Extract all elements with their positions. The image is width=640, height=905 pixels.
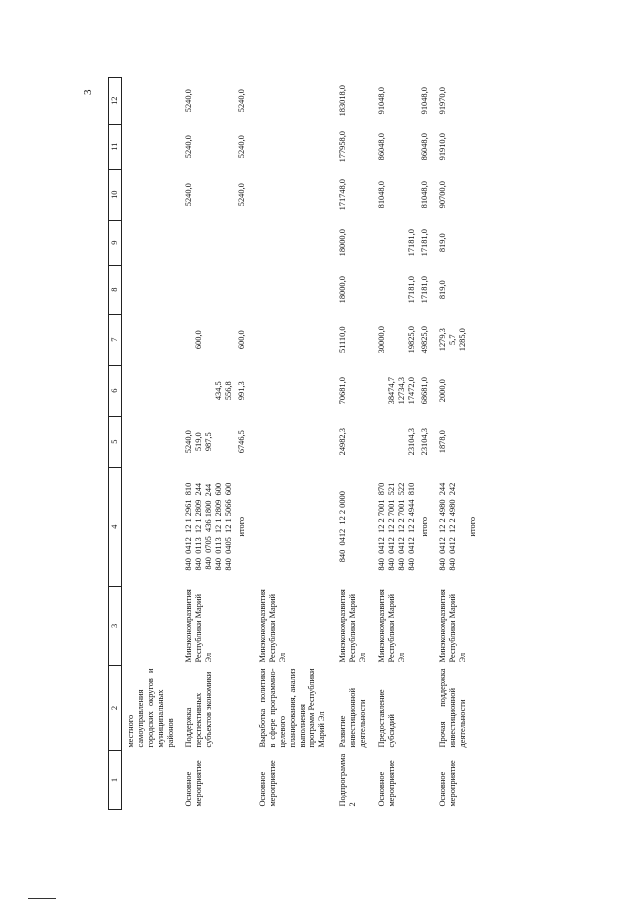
- amount-value: [224, 317, 234, 362]
- budget-code: 840 0412 12 2 7001 521: [386, 482, 396, 571]
- row-type-cell: Основное мероприятие: [376, 760, 396, 807]
- budget-code: 840 0412 12 2 7001 870: [376, 482, 386, 571]
- page-number: 3: [82, 89, 94, 95]
- executor-cell: Минэкономразвития Республики Марий Эл: [257, 589, 287, 663]
- amount-value: 90700,0: [438, 181, 448, 209]
- amount-cell: [369, 220, 418, 265]
- amount-cell: [418, 365, 431, 416]
- row-type-cell: [418, 751, 431, 810]
- table-row: [121, 77, 176, 809]
- amount-cell: [176, 265, 235, 314]
- amount-cell: [121, 314, 176, 365]
- amount-value: 86048,0: [376, 133, 386, 161]
- budget-code: 840 0412 12 2 4980 242: [448, 482, 458, 571]
- amount-value: [397, 268, 407, 311]
- budget-code: 840 0412 12 2 4944 810: [406, 482, 416, 571]
- amount-cell: [121, 169, 176, 220]
- col-header: 2: [109, 666, 122, 751]
- amount-value: 18000,0: [338, 276, 348, 304]
- amount-value: [387, 419, 397, 464]
- amount-cell: [430, 416, 479, 467]
- executor-cell: [235, 586, 248, 665]
- amount-cell: [430, 314, 479, 365]
- budget-code: 840 0412 12 2 0000: [338, 491, 348, 563]
- amount-value: 987,5: [204, 432, 214, 452]
- amount-cell: [328, 220, 369, 265]
- col-header: 11: [109, 124, 122, 169]
- amount-value: [204, 317, 214, 362]
- amount-cell: [418, 169, 431, 220]
- col-header: 8: [109, 265, 122, 314]
- col-header: 3: [109, 586, 122, 665]
- amount-cell: [248, 124, 328, 169]
- col-header: 5: [109, 416, 122, 467]
- amount-value: 68681,0: [419, 377, 429, 405]
- amount-cell: [418, 314, 431, 365]
- amount-value: 38474,7: [386, 377, 396, 405]
- budget-code: 840 0705 436 1800 244: [204, 483, 214, 570]
- amount-cell: [248, 220, 328, 265]
- amount-value: 5240,0: [184, 135, 194, 159]
- amount-cell: [121, 124, 176, 169]
- amount-cell: [430, 169, 479, 220]
- amount-cell: [235, 124, 248, 169]
- executor-cell: [418, 586, 431, 665]
- description-cell: Прочая поддержка инвестиционной деятельности: [438, 668, 468, 748]
- amount-value: 519,0: [194, 432, 204, 452]
- col-header: 6: [109, 365, 122, 416]
- header-row: [109, 77, 122, 809]
- budget-code: 840 0113 12 1 2809 600: [214, 482, 224, 571]
- amount-value: 177958,0: [338, 131, 348, 163]
- amount-cell: [176, 169, 235, 220]
- amount-value: [377, 419, 387, 464]
- amount-cell: [235, 169, 248, 220]
- table-body: [121, 77, 479, 809]
- amount-value: 6746,5: [236, 430, 246, 454]
- amount-cell: [328, 265, 369, 314]
- amount-value: 2000,0: [438, 379, 448, 403]
- amount-value: 19825,0: [406, 326, 416, 354]
- amount-cell: [418, 416, 431, 467]
- table-row: [176, 77, 235, 809]
- amount-value: 17181,0: [419, 229, 429, 257]
- amount-value: 5240,0: [236, 89, 246, 113]
- amount-cell: [369, 365, 418, 416]
- amount-cell: [430, 220, 479, 265]
- amount-value: 5,7: [448, 334, 458, 345]
- row-type-cell: Подпрограмма 2: [338, 753, 358, 807]
- col-header: 9: [109, 220, 122, 265]
- table-row: [430, 77, 479, 809]
- amount-value: [204, 368, 214, 413]
- amount-value: 81048,0: [419, 181, 429, 209]
- amount-value: 12734,3: [396, 377, 406, 405]
- amount-value: 17181,0: [406, 229, 416, 257]
- amount-cell: [121, 77, 176, 124]
- amount-value: 600,0: [236, 330, 246, 350]
- executor-cell: Минэкономразвития Республики Марий Эл: [338, 589, 368, 663]
- budget-code-cell: [235, 467, 248, 586]
- amount-cell: [248, 77, 328, 124]
- amount-cell: [328, 77, 369, 124]
- executor-cell: [121, 586, 176, 665]
- budget-code: 840 0412 12 1 2961 810: [184, 482, 194, 571]
- amount-value: 434,5: [214, 381, 224, 401]
- amount-value: 5240,0: [236, 183, 246, 207]
- row-type-cell: [235, 751, 248, 810]
- amount-value: 991,3: [236, 381, 246, 401]
- amount-value: [224, 419, 234, 464]
- amount-cell: [369, 77, 418, 124]
- amount-value: 17181,0: [406, 276, 416, 304]
- amount-value: [194, 368, 204, 413]
- amount-value: 819,0: [438, 233, 448, 253]
- description-cell: Развитие инвестиционной деятельности: [338, 688, 368, 748]
- amount-value: 91910,0: [438, 133, 448, 161]
- row-type-cell: Основное мероприятие: [257, 760, 277, 807]
- footer-rule: [28, 898, 56, 899]
- budget-code: итого: [236, 516, 246, 537]
- budget-code: [458, 470, 468, 583]
- amount-cell: [248, 416, 328, 467]
- amount-cell: [369, 124, 418, 169]
- row-type-cell: Основное мероприятие: [184, 760, 204, 807]
- table-row: [369, 77, 418, 809]
- executor-cell: Минэкономразвития Республики Марий Эл: [184, 589, 214, 663]
- amount-cell: [418, 77, 431, 124]
- budget-code: 840 0405 12 1 5066 600: [224, 482, 234, 571]
- amount-cell: [328, 416, 369, 467]
- budget-code-cell: [248, 467, 328, 586]
- budget-code: 840 0113 12 1 2809 244: [194, 482, 204, 571]
- amount-value: [387, 317, 397, 362]
- amount-cell: [430, 265, 479, 314]
- amount-value: 17472,0: [406, 377, 416, 405]
- amount-value: [397, 223, 407, 262]
- budget-code-cell: [328, 467, 369, 586]
- amount-value: 5240,0: [184, 89, 194, 113]
- table-row: [248, 77, 328, 809]
- amount-cell: [248, 365, 328, 416]
- amount-value: [377, 368, 387, 413]
- amount-cell: [248, 314, 328, 365]
- amount-cell: [430, 124, 479, 169]
- amount-cell: [176, 124, 235, 169]
- amount-value: 17181,0: [419, 276, 429, 304]
- executor-cell: Минэкономразвития Республики Марий Эл: [376, 589, 406, 663]
- amount-value: [387, 223, 397, 262]
- amount-value: 23104,3: [406, 428, 416, 456]
- table-row: [235, 77, 248, 809]
- amount-value: 819,0: [438, 280, 448, 300]
- amount-value: [184, 317, 194, 362]
- amount-value: 70681,0: [338, 377, 348, 405]
- amount-value: [387, 268, 397, 311]
- budget-code: 840 0412 12 2 4980 244: [438, 482, 448, 571]
- amount-cell: [248, 169, 328, 220]
- amount-cell: [235, 365, 248, 416]
- amount-value: 1285,0: [458, 328, 468, 352]
- amount-value: 91970,0: [438, 87, 448, 115]
- amount-cell: [328, 169, 369, 220]
- description-cell: Предоставление субсидий: [376, 689, 396, 748]
- description-cell: Выработка политики в сфере программно-целевого планирования, анализ выполнения программ Республики Марий Эл: [257, 668, 327, 748]
- amount-value: 5240,0: [236, 135, 246, 159]
- amount-cell: [369, 265, 418, 314]
- amount-value: 91048,0: [376, 87, 386, 115]
- col-header: 4: [109, 467, 122, 586]
- amount-cell: [369, 314, 418, 365]
- amount-value: [184, 368, 194, 413]
- amount-value: [397, 419, 407, 464]
- col-header: 1: [109, 751, 122, 810]
- amount-cell: [176, 314, 235, 365]
- budget-code-cell: [430, 467, 479, 586]
- amount-cell: [235, 77, 248, 124]
- amount-cell: [248, 265, 328, 314]
- amount-cell: [121, 265, 176, 314]
- description-cell: Поддержка перспективных субъектов экономики: [184, 671, 214, 748]
- col-header: 10: [109, 169, 122, 220]
- amount-cell: [430, 77, 479, 124]
- executor-cell: Минэкономразвития Республики Марий Эл: [438, 589, 468, 663]
- table-row: [418, 77, 431, 809]
- amount-value: 5240,0: [184, 430, 194, 454]
- amount-cell: [369, 416, 418, 467]
- amount-cell: [235, 416, 248, 467]
- amount-value: [214, 419, 224, 464]
- amount-value: 24982,3: [338, 428, 348, 456]
- col-header: 12: [109, 77, 122, 124]
- amount-cell: [176, 77, 235, 124]
- amount-cell: [235, 265, 248, 314]
- amount-value: 23104,3: [419, 428, 429, 456]
- amount-cell: [328, 124, 369, 169]
- budget-code: 840 0412 12 2 7001 522: [396, 482, 406, 571]
- amount-value: 556,8: [224, 381, 234, 401]
- amount-value: 51110,0: [338, 326, 348, 354]
- amount-cell: [176, 416, 235, 467]
- amount-value: [377, 223, 387, 262]
- amount-value: [214, 317, 224, 362]
- amount-value: [377, 268, 387, 311]
- amount-value: 30000,0: [376, 326, 386, 354]
- amount-cell: [121, 220, 176, 265]
- table-row: [328, 77, 369, 809]
- budget-table: [108, 77, 479, 810]
- amount-cell: [235, 314, 248, 365]
- amount-value: 18000,0: [338, 229, 348, 257]
- description-cell: [235, 666, 248, 751]
- amount-value: 1279,3: [438, 328, 448, 352]
- amount-cell: [418, 265, 431, 314]
- amount-value: [397, 317, 407, 362]
- amount-cell: [121, 416, 176, 467]
- amount-cell: [418, 220, 431, 265]
- amount-value: 5240,0: [184, 183, 194, 207]
- budget-code: итого: [468, 516, 478, 537]
- amount-value: 171748,0: [338, 179, 348, 211]
- budget-code: итого: [419, 516, 429, 537]
- budget-code-cell: [369, 467, 418, 586]
- amount-cell: [176, 220, 235, 265]
- row-type-cell: Основное мероприятие: [438, 760, 458, 807]
- amount-cell: [369, 169, 418, 220]
- budget-code-cell: [121, 467, 176, 586]
- amount-value: 1878,0: [438, 430, 448, 454]
- budget-code-cell: [418, 467, 431, 586]
- amount-cell: [328, 314, 369, 365]
- amount-cell: [418, 124, 431, 169]
- amount-value: 49825,0: [419, 326, 429, 354]
- amount-value: 600,0: [194, 330, 204, 350]
- amount-cell: [328, 365, 369, 416]
- amount-value: 183018,0: [338, 85, 348, 117]
- description-cell: местного самоуправления городских округов и муниципальных районов: [125, 668, 175, 748]
- amount-value: 91048,0: [419, 87, 429, 115]
- budget-code-cell: [176, 467, 235, 586]
- amount-value: 86048,0: [419, 133, 429, 161]
- amount-cell: [121, 365, 176, 416]
- amount-value: 81048,0: [376, 181, 386, 209]
- amount-cell: [176, 365, 235, 416]
- description-cell: [418, 666, 431, 751]
- amount-cell: [235, 220, 248, 265]
- col-header: 7: [109, 314, 122, 365]
- row-type-cell: [121, 751, 176, 810]
- amount-cell: [430, 365, 479, 416]
